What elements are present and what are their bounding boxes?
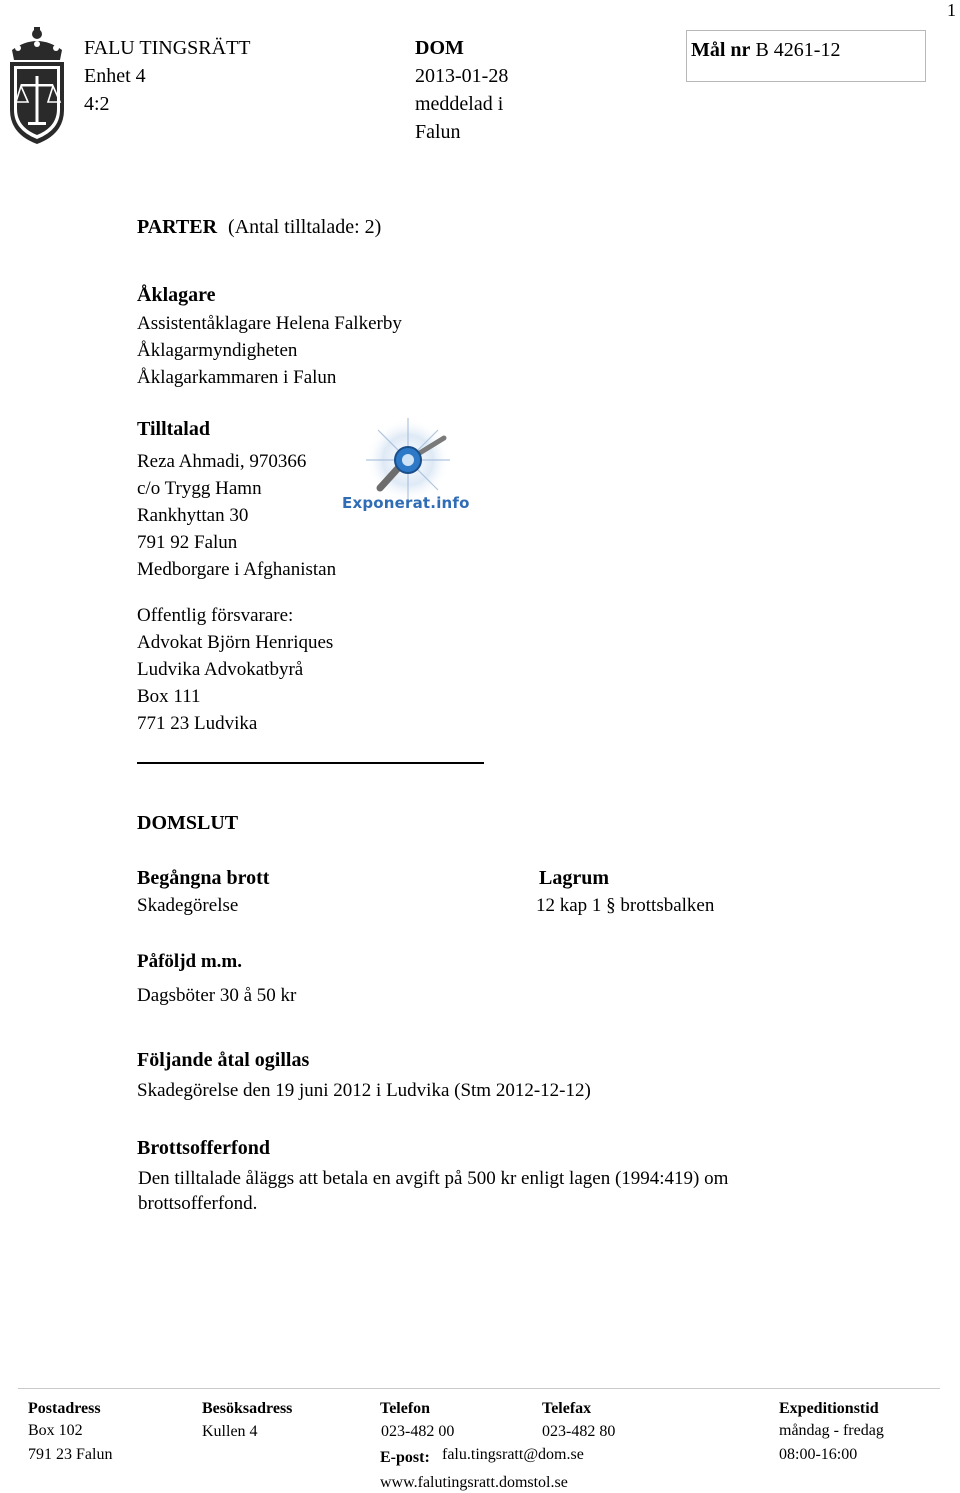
footer-expedition-label: Expeditionstid: [779, 1400, 879, 1417]
pafoljd-value: Dagsböter 30 å 50 kr: [137, 985, 297, 1006]
forsvarare-label: Offentlig försvarare:: [137, 605, 294, 626]
court-name: FALU TINGSRÄTT: [84, 37, 251, 59]
case-number-label: Mål nr: [691, 39, 751, 61]
parter-heading-row: [137, 216, 381, 239]
footer-telefon-label: Telefon: [380, 1400, 431, 1417]
fond-line-2: brottsofferfond.: [138, 1193, 258, 1214]
issued-label: meddelad i: [415, 93, 504, 115]
footer-expedition-days: måndag - fredag: [779, 1422, 884, 1439]
issued-place: Falun: [415, 121, 461, 143]
footer-divider: [18, 1388, 940, 1389]
footer-telefax-label: Telefax: [542, 1400, 592, 1417]
fond-line-1: Den tilltalade åläggs att betala en avgift på 500 kr enligt lagen (1994:419) om: [138, 1168, 729, 1189]
tilltalad-heading: Tilltalad: [137, 418, 210, 440]
lagrum-value: 12 kap 1 § brottsbalken: [536, 895, 715, 916]
brott-value: Skadegörelse: [137, 895, 239, 916]
court-emblem-logo: [4, 24, 70, 146]
document-type-block: [415, 34, 508, 146]
domslut-heading: DOMSLUT: [137, 812, 239, 834]
ogillas-heading: Följande åtal ogillas: [137, 1049, 310, 1071]
footer-expedition-hours: 08:00-16:00: [779, 1446, 858, 1463]
tilltalad-name: Reza Ahmadi, 970366: [137, 451, 307, 472]
aklagare-heading: Åklagare: [137, 284, 216, 306]
forsvarare-firm: Ludvika Advokatbyrå: [137, 659, 304, 680]
court-division: 4:2: [84, 93, 110, 115]
section-divider: [137, 762, 484, 764]
defendant-count-note: (Antal tilltalade: 2): [228, 216, 382, 238]
document-type: DOM: [415, 37, 464, 59]
footer-telefon-value: 023-482 00: [381, 1423, 455, 1440]
tilltalad-care-of: c/o Trygg Hamn: [137, 478, 262, 499]
footer-epost-label: E-post:: [380, 1449, 430, 1466]
footer-website[interactable]: www.falutingsratt.domstol.se: [380, 1474, 568, 1491]
footer-epost-value[interactable]: falu.tingsratt@dom.se: [442, 1446, 584, 1463]
footer-besoksadress-label: Besöksadress: [202, 1400, 293, 1417]
parter-heading: PARTER: [137, 216, 218, 238]
aklagare-name: Assistentåklagare Helena Falkerby: [137, 313, 402, 334]
footer-postadress-line2: 791 23 Falun: [28, 1446, 113, 1463]
brott-heading: Begångna brott: [137, 867, 270, 889]
footer-telefax-value: 023-482 80: [542, 1423, 616, 1440]
ogillas-value: Skadegörelse den 19 juni 2012 i Ludvika (Stm 2012-12-12): [137, 1080, 591, 1101]
tilltalad-block: [137, 448, 336, 583]
court-unit: Enhet 4: [84, 65, 146, 87]
forsvarare-postal: 771 23 Ludvika: [137, 713, 258, 734]
aklagare-authority: Åklagarmyndigheten: [137, 340, 298, 361]
tilltalad-citizenship: Medborgare i Afghanistan: [137, 559, 337, 580]
court-name-block: [84, 34, 250, 118]
case-number: B 4261-12: [755, 39, 841, 61]
watermark-text: Exponerat.info: [342, 494, 470, 512]
document-date: 2013-01-28: [415, 65, 509, 87]
tilltalad-postal: 791 92 Falun: [137, 532, 238, 553]
fond-heading: Brottsofferfond: [137, 1137, 270, 1159]
aklagare-block: [137, 310, 402, 391]
fond-text: [138, 1166, 728, 1216]
forsvarare-box: Box 111: [137, 686, 201, 707]
footer-postadress-line1: Box 102: [28, 1422, 83, 1439]
page-number: 1: [947, 0, 956, 20]
watermark-logo: [338, 418, 486, 520]
case-number-box: [686, 30, 926, 82]
pafoljd-heading: Påföljd m.m.: [137, 951, 243, 972]
forsvarare-name: Advokat Björn Henriques: [137, 632, 334, 653]
forsvarare-block: [137, 602, 333, 737]
lagrum-heading: Lagrum: [539, 867, 609, 889]
footer-postadress-label: Postadress: [28, 1400, 101, 1417]
tilltalad-street: Rankhyttan 30: [137, 505, 249, 526]
aklagare-office: Åklagarkammaren i Falun: [137, 367, 337, 388]
footer-besoksadress-line1: Kullen 4: [202, 1423, 258, 1440]
